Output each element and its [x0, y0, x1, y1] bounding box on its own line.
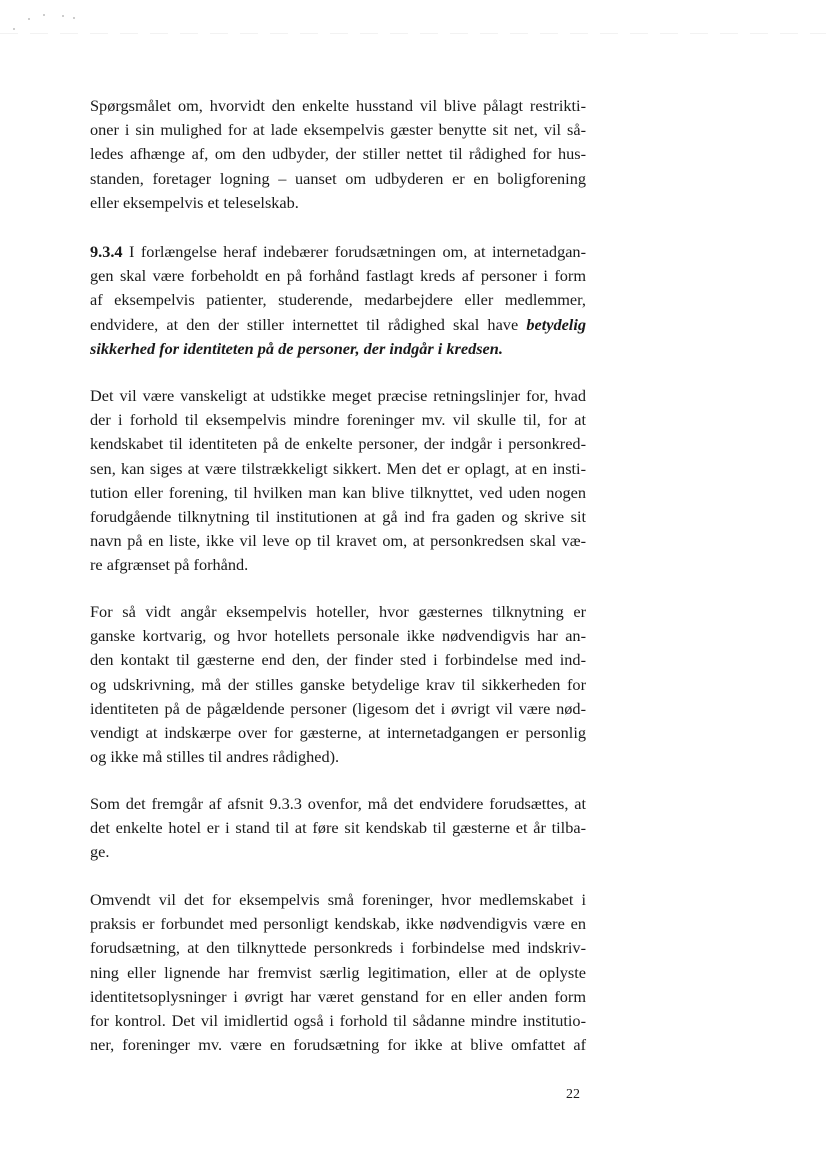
- text-line: [90, 313, 586, 337]
- text-line: ge.: [90, 842, 110, 862]
- text-line: sen, kan siges at være tilstrækkeligt sikkert. Men det er oplagt, at en insti-: [90, 458, 586, 478]
- scan-speck: [13, 28, 15, 30]
- paragraph-section-9-3-4: [90, 240, 586, 361]
- text-line: ganske kortvarig, og hvor hotellets personale ikke nødvendigvis har an-: [90, 626, 586, 646]
- text-line: ner, foreninger mv. være en forudsætning for ikke at blive omfattet af: [90, 1035, 586, 1055]
- text-line: forudgående tilknytning til institutionen at gå ind fra gaden og skrive sit: [90, 507, 586, 527]
- scan-speck: [28, 18, 30, 20]
- paragraph-hotels: [90, 600, 586, 769]
- emphasized-text: betydelig: [526, 314, 586, 334]
- scan-artifact-line: [0, 33, 826, 34]
- text-line: kendskabet til identiteten på de enkelte personer, der indgår i personkred-: [90, 434, 586, 454]
- text-line: af eksempelvis patienter, studerende, medarbejdere eller medlemmer,: [90, 290, 586, 310]
- text-line: der i forhold til eksempelvis mindre foreninger mv. vil skulle til, for at: [90, 410, 586, 430]
- scan-speck: [43, 14, 45, 16]
- text-line: For så vidt angår eksempelvis hoteller, hvor gæsternes tilknytning er: [90, 602, 586, 621]
- text-line: re afgrænset på forhånd.: [90, 555, 249, 575]
- text-line: det enkelte hotel er i stand til at føre sit kendskab til gæsterne et år tilba-: [90, 818, 586, 838]
- text-line: Som det fremgår af afsnit 9.3.3 ovenfor, må det endvidere forudsættes, at: [90, 794, 586, 813]
- text-line: identiteten på de pågældende personer (ligesom det i øvrigt vil være nød-: [90, 698, 586, 718]
- text-line: navn på en liste, ikke vil leve op til kravet om, at personkredsen skal væ-: [90, 531, 586, 551]
- text-line: den kontakt til gæsterne end den, der finder sted i forbindelse med ind-: [90, 650, 586, 670]
- paragraph-household-restrictions: [90, 94, 586, 215]
- text-line: forudsætning, at den tilknyttede personkreds i forbindelse med indskriv-: [90, 938, 586, 958]
- text-line: [90, 240, 586, 264]
- scan-speck: [62, 15, 64, 17]
- text-line: og ikke må stilles til andres rådighed).: [90, 747, 340, 767]
- text-line: praksis er forbundet med personligt kendskab, ikke nødvendigvis være en: [90, 914, 586, 934]
- emphasized-text-line: sikkerhed for identiteten på de personer, der indgår i kredsen.: [90, 338, 503, 358]
- paragraph-small-associations: [90, 888, 586, 1057]
- text-segment: I forlængelse heraf indebærer forudsætningen om, at internetadgan-: [129, 242, 586, 261]
- text-line: identitetsoplysninger i øvrigt har været genstand for en eller anden form: [90, 986, 586, 1006]
- text-line: Spørgsmålet om, hvorvidt den enkelte husstand vil blive pålagt restrikti-: [90, 96, 586, 115]
- text-line: Det vil være vanskeligt at udstikke meget præcise retningslinjer for, hvad: [90, 386, 586, 405]
- text-line: Omvendt vil det for eksempelvis små foreninger, hvor medlemskabet i: [90, 890, 586, 909]
- text-segment: endvidere, at den der stiller internettet til rådighed skal have: [90, 314, 519, 334]
- paragraph-identity-guidelines: [90, 384, 586, 578]
- text-line: tution eller forening, til hvilken man kan blive tilknyttet, ved uden nogen: [90, 482, 586, 502]
- text-line: vendigt at indskærpe over for gæsterne, at internetadgangen er personlig: [90, 723, 586, 743]
- section-number: 9.3.4: [90, 242, 123, 261]
- text-line: standen, foretager logning – uanset om udbyderen er en boligforening: [90, 168, 586, 188]
- text-line: for kontrol. Det vil imidlertid også i forhold til sådanne mindre institutio-: [90, 1011, 586, 1031]
- scan-speck: [73, 17, 75, 19]
- text-line: oner i sin mulighed for at lade eksempelvis gæster benytte sit net, vil så-: [90, 120, 586, 140]
- text-line: ledes afhænge af, om den udbyder, der stiller nettet til rådighed for hus-: [90, 144, 586, 164]
- text-line: eller eksempelvis et teleselskab.: [90, 192, 299, 212]
- text-line: gen skal være forbeholdt en på forhånd fastlagt kreds af personer i form: [90, 266, 586, 286]
- page-number: 22: [566, 1087, 580, 1102]
- paragraph-hotel-records: [90, 792, 586, 865]
- text-line: ning eller lignende har fremvist særlig legitimation, eller at de oplyste: [90, 962, 586, 982]
- text-line: og udskrivning, må der stilles ganske betydelige krav til sikkerheden for: [90, 674, 586, 694]
